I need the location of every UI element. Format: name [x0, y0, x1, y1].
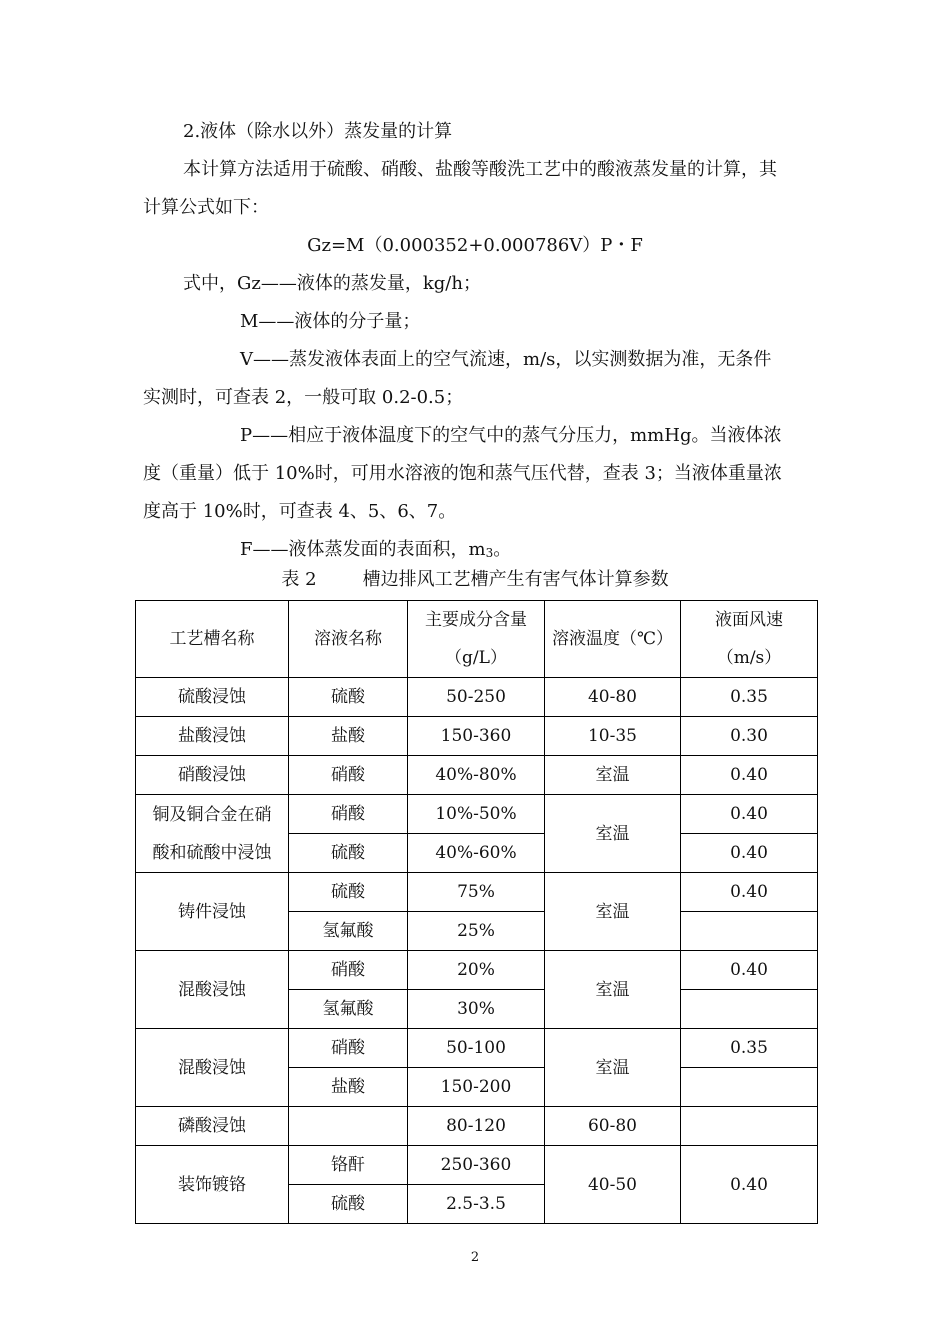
- cell-temperature: 室温: [545, 951, 681, 1029]
- header-temperature: 溶液温度（℃）: [545, 601, 681, 678]
- header-speed-line2: （m/s）: [716, 648, 782, 668]
- cell-content: 50-100: [408, 1029, 545, 1068]
- cell-temperature: 室温: [545, 1029, 681, 1107]
- cell-speed: 0.40: [681, 795, 818, 834]
- cell-tank-line1: 铜及铜合金在硝: [152, 804, 272, 825]
- table-row: [136, 717, 818, 756]
- parameters-table: [135, 600, 818, 1224]
- definition-f-end: 。: [493, 539, 512, 560]
- cell-solution: 铬酐: [289, 1146, 408, 1185]
- definition-m: M——液体的分子量；: [240, 311, 421, 332]
- cell-content: 40%-80%: [408, 756, 545, 795]
- definition-p-line2: 度（重量）低于 10%时，可用水溶液的饱和蒸气压代替，查表 3；当液体重量浓: [143, 463, 782, 484]
- table-row: [136, 678, 818, 717]
- cell-tank: 混酸浸蚀: [136, 1029, 289, 1107]
- definition-v-line1: V——蒸发液体表面上的空气流速，m/s，以实测数据为准，无条件: [240, 349, 772, 370]
- definition-v-line2: 实测时，可查表 2，一般可取 0.2-0.5；: [143, 387, 464, 408]
- cell-content: 30%: [408, 990, 545, 1029]
- cell-speed: 0.40: [681, 756, 818, 795]
- definition-p-line1: P——相应于液体温度下的空气中的蒸气分压力，mmHg。当液体浓: [240, 425, 782, 446]
- cell-solution: 硫酸: [289, 834, 408, 873]
- cell-solution: 氢氟酸: [289, 912, 408, 951]
- intro-text-line2: 计算公式如下：: [143, 197, 269, 218]
- definition-f-exponent: 3: [485, 546, 494, 560]
- cell-solution: 硫酸: [289, 873, 408, 912]
- cell-content: 50-250: [408, 678, 545, 717]
- cell-speed: 0.35: [681, 1029, 818, 1068]
- cell-content: 250-360: [408, 1146, 545, 1185]
- cell-content: 40%-60%: [408, 834, 545, 873]
- cell-speed: [681, 912, 818, 951]
- cell-speed: 0.40: [681, 951, 818, 990]
- definition-f-text: F——液体蒸发面的表面积，m: [240, 539, 486, 560]
- cell-solution: 硫酸: [289, 678, 408, 717]
- cell-tank: 盐酸浸蚀: [136, 717, 289, 756]
- cell-speed: [681, 990, 818, 1029]
- cell-temperature: 室温: [545, 756, 681, 795]
- cell-content: 20%: [408, 951, 545, 990]
- cell-solution: 硝酸: [289, 795, 408, 834]
- section-heading: 2.液体（除水以外）蒸发量的计算: [183, 121, 453, 142]
- cell-content: 25%: [408, 912, 545, 951]
- cell-speed: [681, 1068, 818, 1107]
- cell-content: 75%: [408, 873, 545, 912]
- header-surface-speed: [681, 601, 818, 678]
- formula: Gz=M（0.000352+0.000786V）P・F: [307, 235, 643, 256]
- table-row: [136, 1029, 818, 1068]
- table-row: [136, 1107, 818, 1146]
- cell-temperature: 10-35: [545, 717, 681, 756]
- cell-temperature: 室温: [545, 873, 681, 951]
- cell-solution: [289, 1107, 408, 1146]
- header-solution-name: 溶液名称: [289, 601, 408, 678]
- cell-solution: 硝酸: [289, 951, 408, 990]
- table-row: [136, 795, 818, 834]
- table-caption: [0, 568, 950, 592]
- cell-speed: [681, 1107, 818, 1146]
- cell-content: 2.5-3.5: [408, 1185, 545, 1224]
- table-row: [136, 756, 818, 795]
- cell-speed: 0.40: [681, 873, 818, 912]
- cell-content: 10%-50%: [408, 795, 545, 834]
- table-caption-number: 表 2: [281, 569, 317, 590]
- cell-speed: 0.40: [681, 834, 818, 873]
- cell-tank: 硫酸浸蚀: [136, 678, 289, 717]
- intro-text-line1: 本计算方法适用于硫酸、硝酸、盐酸等酸洗工艺中的酸液蒸发量的计算，其: [183, 159, 777, 180]
- table-header-row: [136, 601, 818, 678]
- cell-tank: [136, 795, 289, 873]
- cell-solution: 盐酸: [289, 717, 408, 756]
- cell-temperature: 60-80: [545, 1107, 681, 1146]
- cell-temperature: 室温: [545, 795, 681, 873]
- cell-tank: 装饰镀铬: [136, 1146, 289, 1224]
- cell-speed: 0.35: [681, 678, 818, 717]
- cell-content: 80-120: [408, 1107, 545, 1146]
- cell-tank-line2: 酸和硫酸中浸蚀: [152, 842, 272, 863]
- cell-tank: 铸件浸蚀: [136, 873, 289, 951]
- page-number: 2: [470, 1250, 480, 1265]
- table-row: [136, 1146, 818, 1185]
- definition-p-line3: 度高于 10%时，可查表 4、5、6、7。: [143, 501, 457, 522]
- cell-content: 150-200: [408, 1068, 545, 1107]
- cell-temperature: 40-80: [545, 678, 681, 717]
- cell-speed: 0.30: [681, 717, 818, 756]
- cell-tank: 硝酸浸蚀: [136, 756, 289, 795]
- definition-gz: 式中，Gz——液体的蒸发量，kg/h；: [183, 273, 481, 294]
- cell-solution: 硝酸: [289, 1029, 408, 1068]
- header-speed-line1: 液面风速: [715, 610, 783, 630]
- cell-speed: 0.40: [681, 1146, 818, 1224]
- cell-temperature: 40-50: [545, 1146, 681, 1224]
- definition-f: [240, 538, 511, 565]
- cell-solution: 硫酸: [289, 1185, 408, 1224]
- cell-tank: 混酸浸蚀: [136, 951, 289, 1029]
- table-row: [136, 951, 818, 990]
- cell-tank: 磷酸浸蚀: [136, 1107, 289, 1146]
- header-tank-name: 工艺槽名称: [136, 601, 289, 678]
- cell-solution: 硝酸: [289, 756, 408, 795]
- header-content-line2: （g/L）: [445, 648, 507, 668]
- header-content: [408, 601, 545, 678]
- table-caption-title: 槽边排风工艺槽产生有害气体计算参数: [362, 569, 669, 590]
- header-content-line1: 主要成分含量: [425, 610, 527, 630]
- cell-solution: 氢氟酸: [289, 990, 408, 1029]
- cell-content: 150-360: [408, 717, 545, 756]
- table-row: [136, 873, 818, 912]
- cell-solution: 盐酸: [289, 1068, 408, 1107]
